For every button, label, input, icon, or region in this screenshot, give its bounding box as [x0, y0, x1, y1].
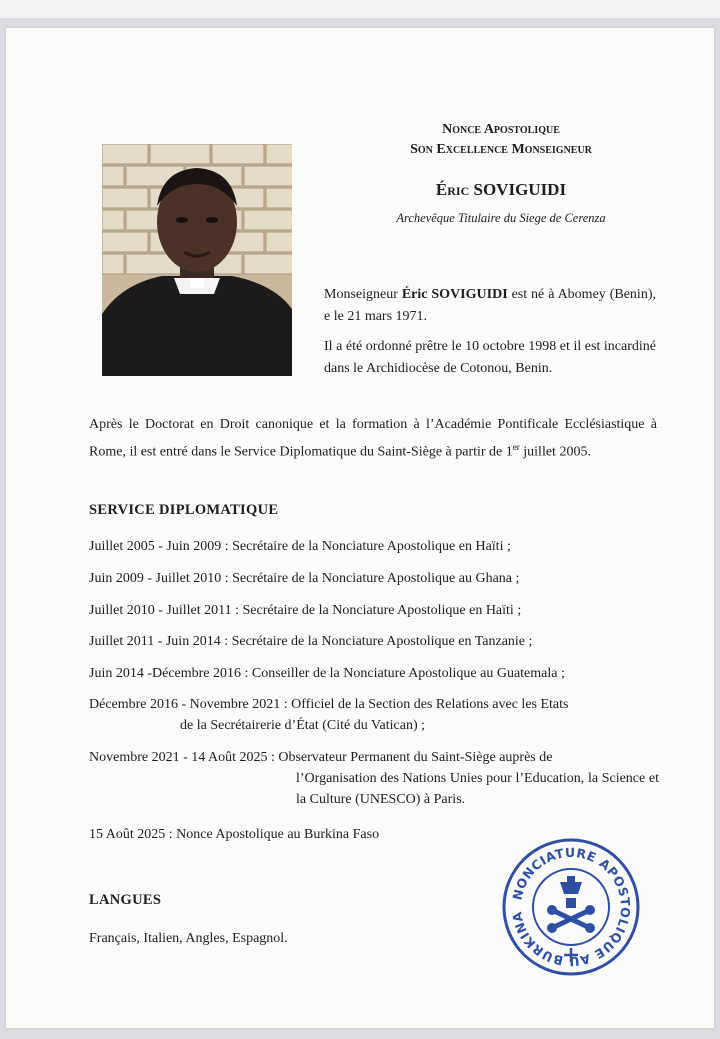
header-line2: Son Excellence Monseigneur — [410, 142, 592, 157]
bio-p1-name: Éric SOVIGUIDI — [401, 287, 508, 302]
service-item: Juin 2014 -Décembre 2016 : Conseiller de la Nonciature Apostolique au Guatemala ; — [89, 666, 565, 681]
nunciature-stamp — [500, 836, 642, 978]
service-item: Juillet 2010 - Juillet 2011 : Secrétaire de la Nonciature Apostolique en Haïti ; — [89, 603, 522, 618]
bio-paragraph-2: Il a été ordonné prêtre le 10 octobre 1998 et il est incardiné dans le Archidiocèse de Cotonou, Benin. — [324, 339, 656, 376]
service-heading: SERVICE DIPLOMATIQUE — [89, 502, 279, 518]
stamp-seal-icon — [500, 836, 642, 978]
bio-p3-end: juillet 2005. — [519, 444, 591, 460]
service-item-7-line2: l’Organisation des Nations Unies pour l’Education, la Science et la Culture (UNESCO) à Paris. — [296, 771, 659, 807]
bio-p3-text: Après le Doctorat en Droit canonique et la formation à l’Académie Pontificale Ecclésiastique à Rome, il est entré dans le Service Diplomatique du Saint-Siège à partir de 1 — [89, 417, 657, 460]
top-strip — [0, 0, 720, 18]
bio-p1-prefix: Monseigneur — [324, 287, 402, 302]
portrait-photo — [102, 144, 292, 376]
service-item-6-line1: Décembre 2016 - Novembre 2021 : Officiel de la Section des Relations avec les Etats — [89, 697, 569, 712]
document-page — [6, 28, 714, 1028]
header-title — [336, 120, 666, 160]
person-subtitle: Archevêque Titulaire du Siege de Cerenza — [396, 211, 606, 225]
person-name: Éric SOVIGUIDI — [435, 180, 567, 199]
service-item: Juin 2009 - Juillet 2010 : Secrétaire de la Nonciature Apostolique au Ghana ; — [89, 571, 520, 586]
bio-paragraph-1 — [324, 284, 674, 328]
service-item-7-line1: Novembre 2021 - 14 Août 2025 : Observateur Permanent du Saint-Siège auprès de — [89, 750, 553, 765]
service-item-6 — [89, 694, 659, 736]
bio-p1-suffix: est né à Abomey (Benin), e le 21 mars 1971. — [324, 287, 674, 324]
svg-text:NONCIATURE APOSTOLIQUE AU BURK: NONCIATURE APOSTOLIQUE AU BURKINA — [509, 844, 634, 970]
languages-text: Français, Italien, Angles, Espagnol. — [89, 931, 288, 946]
service-item-6-line2: de la Secrétairerie d’État (Cité du Vatican) ; — [180, 718, 426, 733]
service-item: Juillet 2005 - Juin 2009 : Secrétaire de la Nonciature Apostolique en Haïti ; — [89, 539, 511, 554]
bio-paragraph-3 — [89, 414, 657, 464]
header-line1: Nonce Apostolique — [442, 122, 560, 137]
service-item-7 — [89, 747, 659, 810]
bio-p3-sup: er — [512, 442, 520, 452]
service-item-8: 15 Août 2025 : Nonce Apostolique au Burkina Faso — [89, 827, 380, 842]
service-item: Juillet 2011 - Juin 2014 : Secrétaire de la Nonciature Apostolique en Tanzanie ; — [89, 634, 533, 649]
languages-heading: LANGUES — [89, 892, 162, 908]
